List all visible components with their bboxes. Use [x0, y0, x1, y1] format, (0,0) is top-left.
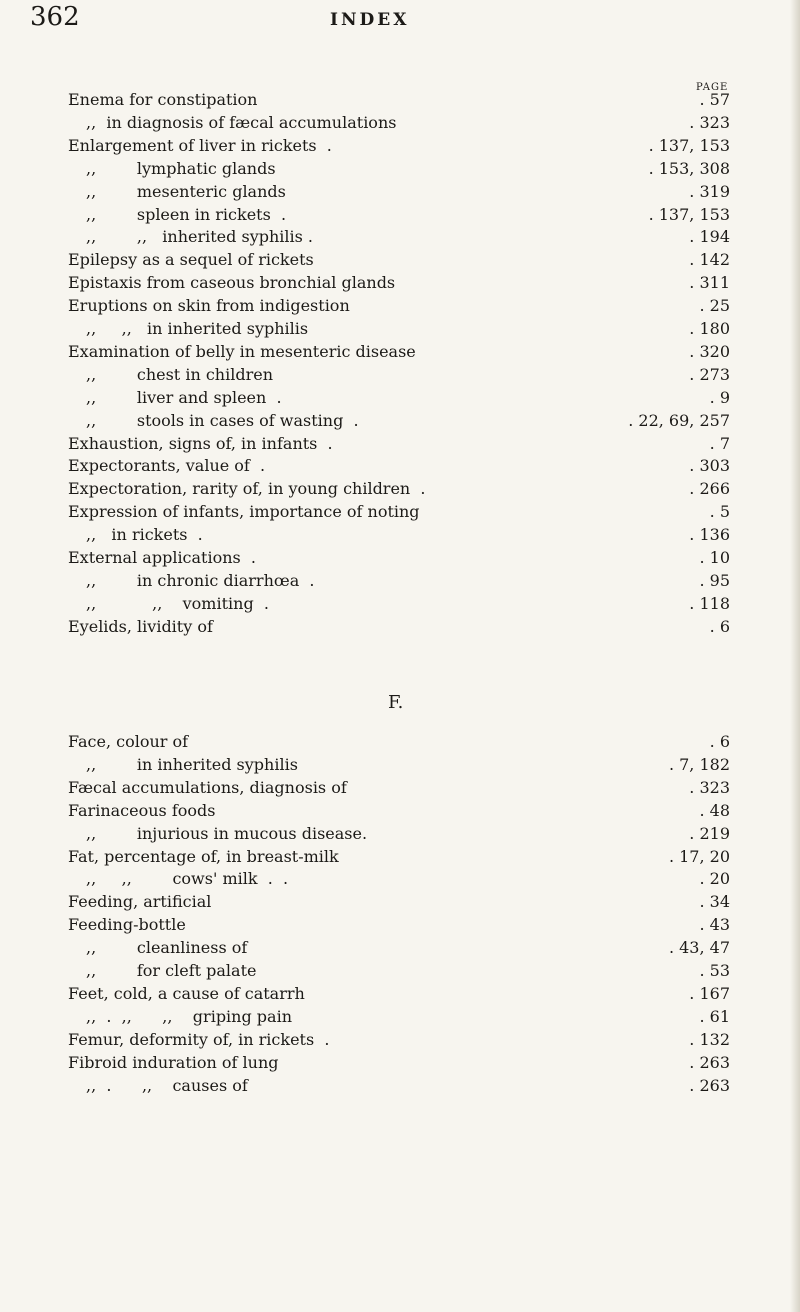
entry-label: ,, in diagnosis of fæcal accumulations — [86, 112, 397, 132]
index-entry — [0, 890, 800, 914]
entry-page: . 95 — [699, 570, 730, 590]
entry-page: . 5 — [709, 502, 730, 522]
entry-label: ,, ,, cows' milk . . — [86, 869, 289, 889]
entry-page: . 7, 182 — [668, 754, 730, 774]
entry-label: ,, mesenteric glands — [86, 181, 286, 201]
entry-page: . 6 — [709, 616, 730, 636]
entry-label: Face, colour of — [68, 732, 189, 751]
running-header: INDEX — [330, 10, 410, 30]
entry-page: . 323 — [689, 777, 730, 797]
index-entry — [0, 409, 800, 433]
entry-page: . 53 — [699, 961, 730, 980]
section-letter: F. — [388, 692, 404, 713]
entry-label: ,, liver and spleen . — [86, 387, 282, 407]
entry-label: Feeding-bottle — [68, 915, 186, 935]
entry-label: Eyelids, lividity of — [68, 616, 213, 636]
entry-page: . 263 — [689, 1075, 730, 1095]
index-entry — [0, 523, 800, 547]
entry-label: Examination of belly in mesenteric disease — [68, 341, 416, 361]
entry-page: . 48 — [699, 800, 730, 820]
index-entry — [0, 867, 800, 891]
index-entry — [0, 271, 800, 295]
index-entry — [0, 1051, 800, 1075]
index-entry — [0, 982, 800, 1006]
index-entry — [0, 730, 800, 754]
index-entry — [0, 822, 800, 846]
entry-label: ,, ,, vomiting . — [86, 593, 269, 613]
index-entry — [0, 477, 800, 501]
entry-page: . 17, 20 — [668, 846, 730, 866]
entry-page: . 273 — [689, 364, 730, 384]
entry-label: ,, cleanliness of — [86, 938, 248, 958]
entry-page: . 25 — [699, 296, 730, 316]
index-entry — [0, 294, 800, 318]
entry-label: Expectorants, value of . — [68, 456, 266, 476]
entry-page: . 319 — [689, 181, 730, 201]
index-entry — [0, 799, 800, 823]
entry-label: Epistaxis from caseous bronchial glands — [68, 273, 396, 293]
entry-page: . 34 — [699, 892, 730, 912]
entry-label: ,, lymphatic glands — [86, 158, 276, 178]
entry-label: Fæcal accumulations, diagnosis of — [68, 777, 347, 797]
index-entry — [0, 111, 800, 135]
index-entry — [0, 592, 800, 616]
index-entry — [0, 134, 800, 158]
entry-page: . 263 — [689, 1052, 730, 1072]
index-entry — [0, 615, 800, 639]
entry-label: Femur, deformity of, in rickets . — [68, 1029, 330, 1049]
entry-label: Enema for constipation — [68, 90, 258, 109]
entry-label: Expression of infants, importance of noting — [68, 502, 420, 522]
entry-label: Epilepsy as a sequel of rickets — [68, 250, 314, 270]
entry-label: Eruptions on skin from indigestion — [68, 296, 350, 316]
page-column-label: PAGE — [696, 82, 729, 93]
index-entry — [0, 88, 800, 112]
index-entry — [0, 546, 800, 570]
entry-label: ,, . ,, ,, griping pain — [86, 1006, 293, 1026]
entry-page: . 61 — [699, 1006, 730, 1026]
entry-page: . 137, 153 — [648, 135, 730, 155]
entry-label: ,, spleen in rickets . — [86, 204, 287, 224]
entry-page: . 219 — [689, 823, 730, 843]
entry-label: ,, in chronic diarrhœa . — [86, 570, 315, 590]
page-edge-shadow — [790, 0, 800, 1312]
entry-label: Feet, cold, a cause of catarrh — [68, 983, 305, 1003]
entry-label: Enlargement of liver in rickets . — [68, 135, 332, 155]
entry-page: . 22, 69, 257 — [628, 410, 730, 430]
entry-page: . 9 — [709, 387, 730, 407]
index-entry — [0, 913, 800, 937]
entry-page: . 320 — [689, 341, 730, 361]
index-entry — [0, 157, 800, 181]
index-entry — [0, 500, 800, 524]
entry-page: . 323 — [689, 112, 730, 132]
entry-page: . 311 — [689, 273, 730, 293]
page-number: 362 — [30, 2, 80, 32]
entry-page: . 43, 47 — [668, 938, 730, 958]
index-entry — [0, 225, 800, 249]
index-entry — [0, 363, 800, 387]
entry-page: . 180 — [689, 319, 730, 338]
entry-page: . 43 — [699, 915, 730, 935]
entry-page: . 20 — [699, 869, 730, 889]
entry-page: . 7 — [709, 433, 730, 453]
index-entry — [0, 180, 800, 204]
entry-page: . 167 — [689, 983, 730, 1003]
entry-label: ,, . ,, causes of — [86, 1075, 248, 1095]
index-entry — [0, 432, 800, 456]
index-entry — [0, 1074, 800, 1098]
entry-label: Expectoration, rarity of, in young children . — [68, 479, 426, 499]
index-entry — [0, 959, 800, 983]
entry-label: Fat, percentage of, in breast-milk — [68, 846, 339, 866]
entry-label: Exhaustion, signs of, in infants . — [68, 433, 333, 453]
entry-page: . 6 — [709, 732, 730, 751]
entry-page: . 136 — [689, 525, 730, 545]
index-entry — [0, 569, 800, 593]
entry-page: . 118 — [689, 593, 730, 613]
entry-label: Farinaceous foods — [68, 800, 216, 820]
entry-page: . 132 — [689, 1029, 730, 1049]
index-entry — [0, 386, 800, 410]
index-entry — [0, 845, 800, 869]
entry-label: ,, in inherited syphilis — [86, 754, 298, 774]
index-entry — [0, 776, 800, 800]
entry-label: ,, ,, inherited syphilis . — [86, 227, 314, 247]
entry-label: ,, in rickets . — [86, 525, 203, 545]
entry-page: . 153, 308 — [648, 158, 730, 178]
index-entry — [0, 1005, 800, 1029]
index-entry — [0, 317, 800, 341]
entry-label: ,, injurious in mucous disease. — [86, 823, 368, 843]
index-entry — [0, 340, 800, 364]
entry-label: ,, stools in cases of wasting . — [86, 410, 359, 430]
entry-label: External applications . — [68, 548, 257, 567]
entry-page: . 303 — [689, 456, 730, 476]
index-entry — [0, 1028, 800, 1052]
entry-label: ,, for cleft palate — [86, 961, 257, 980]
entry-page: . 194 — [689, 227, 730, 247]
entry-page: . 137, 153 — [648, 204, 730, 224]
entry-label: Fibroid induration of lung — [68, 1052, 279, 1072]
index-entry — [0, 753, 800, 777]
entry-page: . 266 — [689, 479, 730, 499]
entry-page: . 10 — [699, 548, 730, 567]
entry-label: Feeding, artificial — [68, 892, 212, 912]
index-entry — [0, 203, 800, 227]
index-entry — [0, 936, 800, 960]
entry-label: ,, chest in children — [86, 364, 273, 384]
index-entry — [0, 248, 800, 272]
entry-page: . 142 — [689, 250, 730, 270]
entry-page: . 57 — [699, 90, 730, 109]
index-entry — [0, 454, 800, 478]
entry-label: ,, ,, in inherited syphilis — [86, 319, 309, 338]
